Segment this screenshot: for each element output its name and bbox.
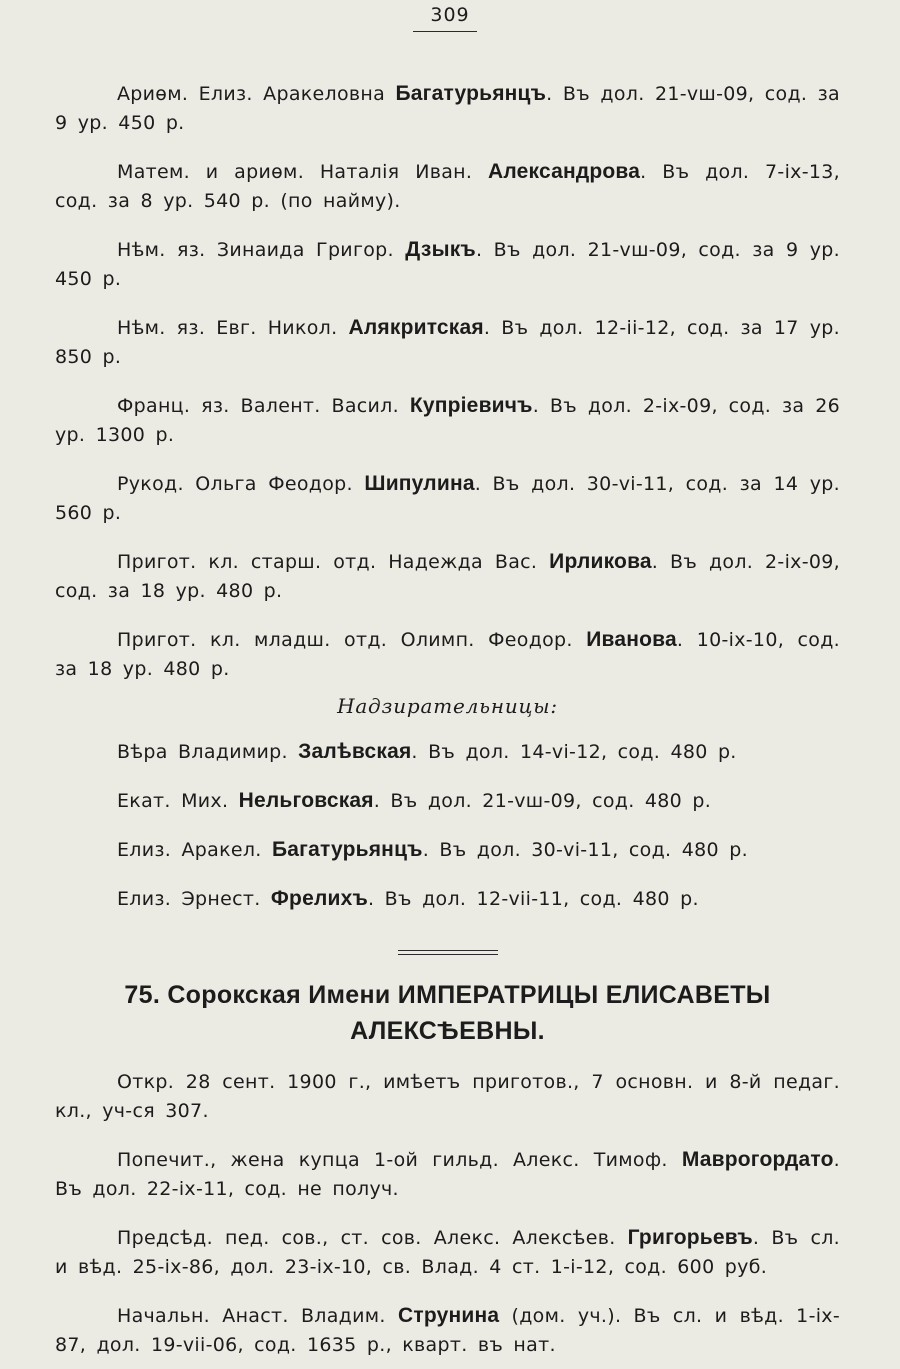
supervisors-heading: Надзирательницы: [337,694,558,718]
surname: Шипулина [364,472,475,495]
surname: Струнина [398,1304,500,1327]
surname: Нельговская [238,789,374,812]
staff-entry: Нѣм. яз. Зинаида Григор. Дзыкъ. Въ дол. 21-vш-09, сод. за 9 ур. 450 р. [55,238,840,290]
surname: Маврогордато [681,1148,834,1171]
surname: Ирликова [549,550,652,573]
surname: Иванова [586,628,677,651]
surname: Купріевичъ [409,394,533,417]
surname: Багатурьянцъ [271,838,423,861]
school-title: 75. Сорокская Имени ИМПЕРАТРИЦЫ ЕЛИСАВЕТЫ АЛЕКСѢЕВНЫ. [124,981,771,1045]
supervisor-entry: Елиз. Аракел. Багатурьянцъ. Въ дол. 30-vi-11, сод. 480 р. [117,838,748,861]
staff-entry: Нѣм. яз. Евг. Никол. Алякритская. Въ дол. 12-ii-12, сод. за 17 ур. 850 р. [55,316,840,368]
surname: Фрелихъ [270,887,368,910]
school-entry: Попечит., жена купца 1-ой гильд. Алекс. Тимоф. Маврогордато. Въ дол. 22-ix-11, сод. не получ. [55,1148,840,1200]
surname: Алякритская [348,316,484,339]
staff-entry: Рукод. Ольга Феодор. Шипулина. Въ дол. 30-vi-11, сод. за 14 ур. 560 р. [55,472,841,524]
staff-entry: Ариѳм. Елиз. Аракеловна Багатурьянцъ. Въ дол. 21-vш-09, сод. за 9 ур. 450 р. [55,82,840,134]
surname: Александрова [488,160,641,183]
school-section [55,977,840,1360]
page-number: 309 [430,4,470,26]
staff-entry: Франц. яз. Валент. Васил. Купріевичъ. Въ дол. 2-ix-09, сод. за 26 ур. 1300 р. [55,394,841,446]
surname: Григорьевъ [627,1226,753,1249]
surname: Дзыкъ [405,238,476,261]
supervisors-list [55,737,840,914]
staff-entry: Пригот. кл. старш. отд. Надежда Вас. Ирликова. Въ дол. 2-ix-09, сод. за 18 ур. 480 р. [55,550,840,602]
staff-entry: Матем. и ариѳм. Наталія Иван. Александрова. Въ дол. 7-ix-13, сод. за 8 ур. 540 р. (по найму). [55,160,840,212]
staff-entry: Пригот. кл. младш. отд. Олимп. Феодор. Иванова. 10-ix-10, сод. за 18 ур. 480 р. [55,628,840,680]
school-entry: Начальн. Анаст. Владим. Струнина (дом. уч.). Въ сл. и вѣд. 1-ix-87, дол. 19-vii-06, сод. 1635 р., кварт. въ нат. [55,1304,840,1356]
page-number-rule [413,31,477,32]
supervisor-entry: Вѣра Владимир. Залѣвская. Въ дол. 14-vi-12, сод. 480 р. [117,740,737,763]
supervisor-entry: Екат. Мих. Нельговская. Въ дол. 21-vш-09, сод. 480 р. [117,789,712,812]
surname: Залѣвская [298,740,412,763]
surname: Багатурьянцъ [395,82,547,105]
page-content [55,60,840,1369]
school-opening-info: Откр. 28 сент. 1900 г., имѣетъ приготов., 7 основн. и 8-й педаг. кл., уч-ся 307. [55,1071,840,1122]
school-entry: Предсѣд. пед. сов., ст. сов. Алекс. Алексѣев. Григорьевъ. Въ сл. и вѣд. 25-ix-86, дол. 23-ix-10, св. Влад. 4 ст. 1-i-12, сод. 600 руб. [55,1226,840,1278]
section-divider [398,950,498,955]
supervisor-entry: Елиз. Эрнест. Фрелихъ. Въ дол. 12-vii-11, сод. 480 р. [117,887,699,910]
staff-list [55,79,840,684]
